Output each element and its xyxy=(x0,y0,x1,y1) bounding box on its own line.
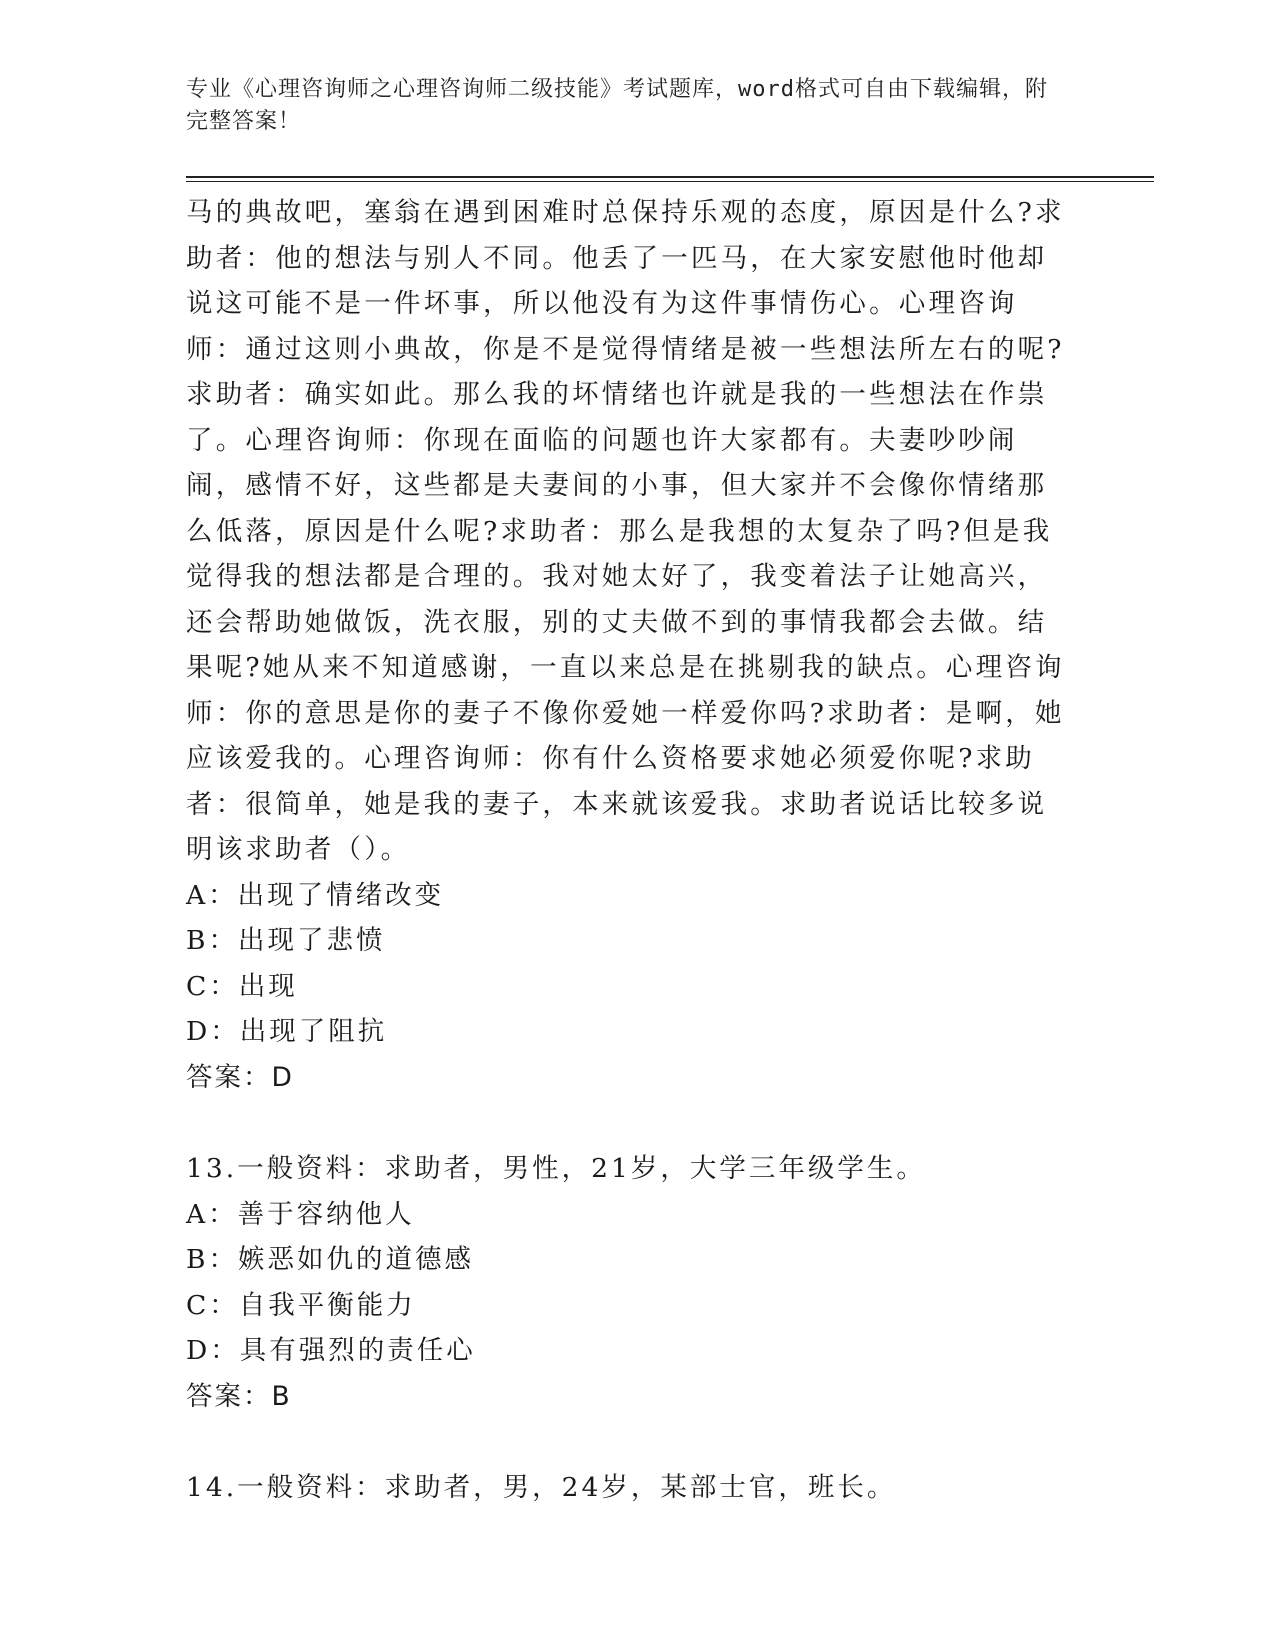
question-12-options xyxy=(186,873,1076,1055)
option-c: C：自我平衡能力 xyxy=(186,1289,416,1321)
document-body xyxy=(186,190,1076,1511)
question-13-options xyxy=(186,1192,1076,1374)
option-d: D：出现了阻抗 xyxy=(186,1016,388,1047)
option-d: D：具有强烈的责任心 xyxy=(186,1335,476,1366)
question-14-stem: 14.一般资料：求助者，男，24岁，某部士官，班长。 xyxy=(186,1472,897,1503)
header-text: 专业《心理咨询师之心理咨询师二级技能》考试题库，word格式可自由下载编辑，附完整答案！ xyxy=(186,77,1048,134)
question-13-answer: 答案：B xyxy=(186,1380,292,1412)
option-b: B：出现了悲愤 xyxy=(186,925,386,956)
spacer xyxy=(186,1419,1076,1465)
document-header xyxy=(186,74,1066,138)
question-12-answer: 答案：D xyxy=(186,1061,294,1093)
spacer xyxy=(186,1100,1076,1146)
option-a: A：善于容纳他人 xyxy=(186,1198,415,1230)
option-b: B：嫉恶如仇的道德感 xyxy=(186,1244,474,1275)
header-divider xyxy=(186,176,1154,178)
header-divider-thin xyxy=(186,181,1154,182)
option-c: C：出现 xyxy=(186,970,298,1002)
question-12-passage: 马的典故吧，塞翁在遇到困难时总保持乐观的态度，原因是什么?求助者：他的想法与别人不同。他丢了一匹马，在大家安慰他时他却说这可能不是一件坏事，所以他没有为这件事情伤心。心理咨询师：通过这则小典故，你是不是觉得情绪是被一些想法所左右的呢?求助者：确实如此。那么我的坏情绪也许就是我的一些想法在作祟了。心理咨询师：你现在面临的问题也许大家都有。夫妻吵吵闹闹，感情不好，这些都是夫妻间的小事，但大家并不会像你情绪那么低落，原因是什么呢?求助者：那么是我想的太复杂了吗?但是我觉得我的想法都是合理的。我对她太好了，我变着法子让她高兴，还会帮助她做饭，洗衣服，别的丈夫做不到的事情我都会去做。结果呢?她从来不知道感谢，一直以来总是在挑剔我的缺点。心理咨询师：你的意思是你的妻子不像你爱她一样爱你吗?求助者：是啊，她应该爱我的。心理咨询师：你有什么资格要求她必须爱你呢?求助者：很简单，她是我的妻子，本来就该爱我。求助者说话比较多说明该求助者（）。 xyxy=(186,197,1065,865)
question-13-stem: 13.一般资料：求助者，男性，21岁，大学三年级学生。 xyxy=(186,1153,926,1184)
option-a: A：出现了情绪改变 xyxy=(186,879,445,911)
